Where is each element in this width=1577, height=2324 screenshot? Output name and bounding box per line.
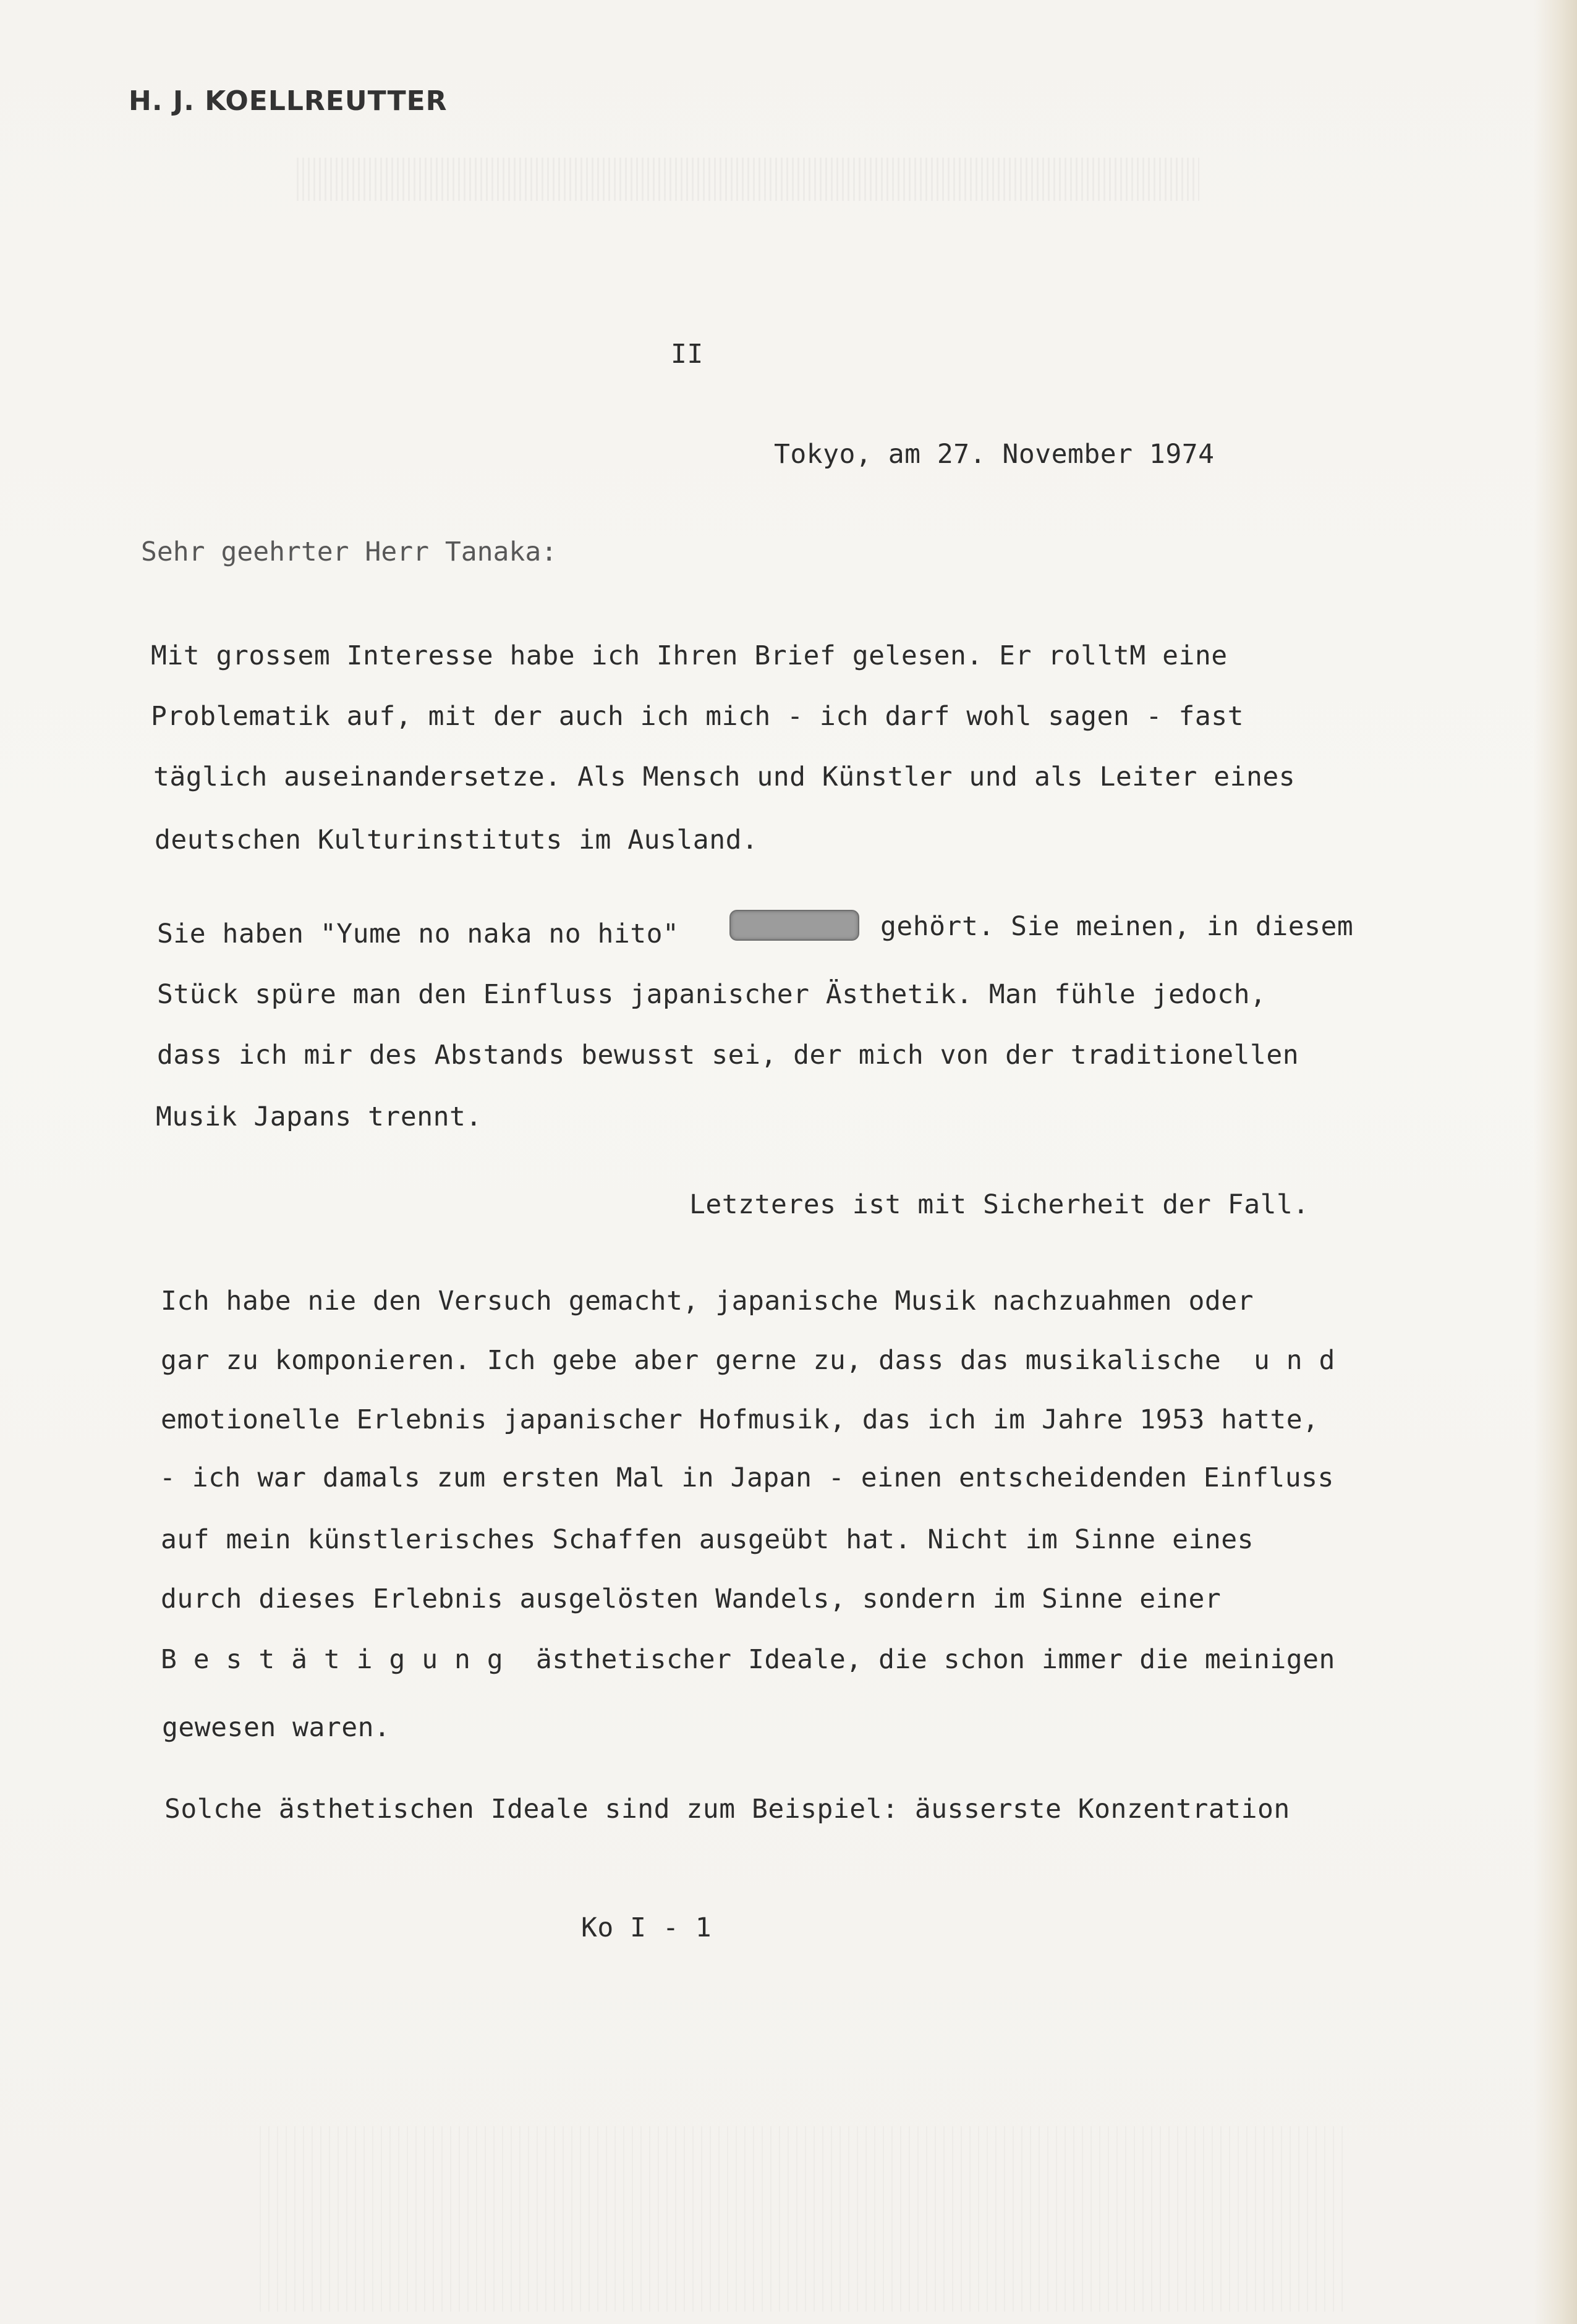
paragraph-4-line-1: Ich habe nie den Versuch gemacht, japanische Musik nachzuahmen oder [161,1286,1254,1317]
paragraph-1-line-2: Problematik auf, mit der auch ich mich - ich darf wohl sagen - fast [151,701,1244,732]
letterhead: H. J. KOELLREUTTER [129,85,448,117]
paragraph-4-line-3: emotionelle Erlebnis japanischer Hofmusik, das ich im Jahre 1953 hatte, [161,1404,1319,1435]
paragraph-4-line-7: B e s t ä t i g u n g ästhetischer Ideale, die schon immer die meinigen [161,1644,1335,1675]
footer-code: Ko I - 1 [581,1912,712,1943]
paragraph-4-line-4: - ich war damals zum ersten Mal in Japan - einen entscheidenden Einfluss [159,1462,1334,1493]
page-marker: II [671,339,703,370]
paragraph-2-line-1-after: gehört. Sie meinen, in diesem [880,911,1354,942]
paragraph-5: Solche ästhetischen Ideale sind zum Beispiel: äusserste Konzentration [164,1794,1290,1825]
redacted-mark [729,910,859,941]
paragraph-2-line-1-before: Sie haben "Yume no naka no hito" [157,918,679,949]
paragraph-4-line-8: gewesen waren. [162,1712,391,1743]
salutation: Sehr geehrter Herr Tanaka: [141,536,558,567]
paragraph-4-line-2: gar zu komponieren. Ich gebe aber gerne zu, dass das musikalische u n d [161,1345,1335,1376]
bottom-bleed-through [260,2126,1348,2312]
paragraph-4-line-6: durch dieses Erlebnis ausgelösten Wandels, sondern im Sinne einer [161,1584,1222,1614]
letter-date: Tokyo, am 27. November 1974 [774,439,1215,470]
paper-edge-shadow [1534,0,1577,2324]
paragraph-2-line-3: dass ich mir des Abstands bewusst sei, der mich von der traditionellen [157,1040,1299,1071]
paragraph-1-line-1: Mit grossem Interesse habe ich Ihren Brief gelesen. Er rolltM eine [151,640,1228,671]
bleed-through-marks [297,158,1199,201]
paragraph-4-line-5: auf mein künstlerisches Schaffen ausgeübt hat. Nicht im Sinne eines [161,1524,1254,1555]
paragraph-1-line-4: deutschen Kulturinstituts im Ausland. [155,825,759,855]
paragraph-1-line-3: täglich auseinandersetze. Als Mensch und Künstler und als Leiter eines [153,761,1296,792]
paragraph-2-line-2: Stück spüre man den Einfluss japanischer Ästhetik. Man fühle jedoch, [157,979,1267,1010]
paragraph-2-line-4: Musik Japans trennt. [156,1101,482,1132]
paragraph-3: Letzteres ist mit Sicherheit der Fall. [689,1189,1309,1220]
